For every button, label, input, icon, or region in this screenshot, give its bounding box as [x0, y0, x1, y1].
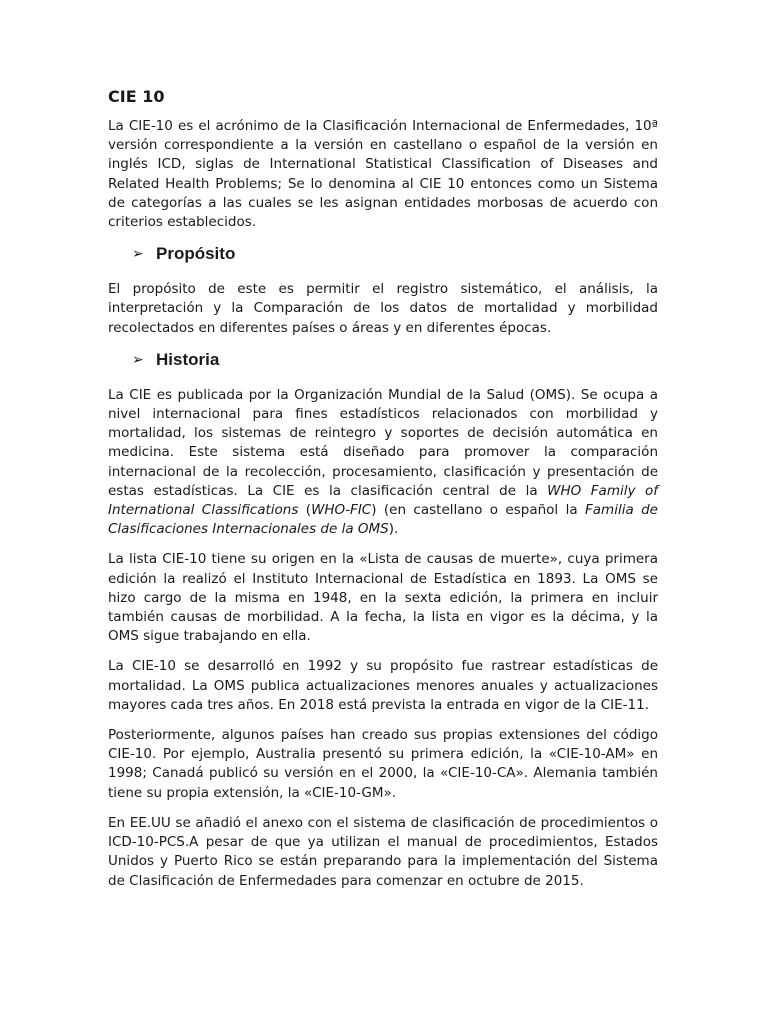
section-heading-label: Historia	[156, 349, 220, 369]
italic-text-run: WHO Family of International Classifications	[108, 482, 659, 519]
text-run: (	[298, 502, 312, 519]
historia-paragraph-4: Posteriormente, algunos países han creado sus propias extensiones del código CIE-10. Por ejemplo, Australia presentó su primera edición, la «CIE-10-AM» en 1998; Canadá publicó su versión en el 2000, la «CIE-10-CA». Alemania también tiene su propia extensión, la «CIE-10-GM».	[108, 727, 658, 801]
arrow-bullet-icon: ➢	[132, 246, 144, 263]
arrow-bullet-icon: ➢	[132, 351, 144, 368]
section-heading-label: Propósito	[156, 244, 236, 264]
proposito-paragraph: El propósito de este es permitir el registro sistemático, el análisis, la interpretación y la Comparación de los datos de mortalidad y morbilidad recolectados en diferentes países o áreas y en diferentes épocas.	[108, 281, 658, 336]
historia-paragraph-1	[108, 386, 658, 540]
intro-paragraph: La CIE-10 es el acrónimo de la Clasificación Internacional de Enfermedades, 10ª versión correspondiente a la versión en castellano o español de la versión en inglés ICD, siglas de International Statistical Classification of Diseases and Related Health Problems; Se lo denomina al CIE 10 entonces como un Sistema de categorías a las cuales se les asignan entidades morbosas de acuerdo con criterios establecidos.	[108, 118, 658, 231]
text-run: La CIE es publicada por la Organización Mundial de la Salud (OMS). Se ocupa a nivel internacional para fines estadísticos relacionados con morbilidad y mortalidad, los sistemas de reintegro y soportes de decisión automática en medicina. Este sistema está diseñado para promover la comparación internacional de la recolección, procesamiento, clasificación y presentación de estas estadísticas. La CIE es la clasificación central de la	[108, 386, 658, 499]
historia-paragraph-5: En EE.UU se añadió el anexo con el sistema de clasificación de procedimientos o ICD-10-PCS.A pesar de que ya utilizan el manual de procedimientos, Estados Unidos y Puerto Rico se están preparando para la implementación del Sistema de Clasificación de Enfermedades para comenzar en octubre de 2015.	[108, 814, 658, 889]
italic-text-run: WHO-FIC	[311, 502, 372, 519]
text-run: ) (en castellano o español la	[371, 502, 585, 519]
text-run: ).	[388, 521, 399, 538]
historia-paragraph-2: La lista CIE-10 tiene su origen en la «Lista de causas de muerte», cuya primera edición la realizó el Instituto Internacional de Estadística en 1893. La OMS se hizo cargo de la misma en 1948, en la sexta edición, la primera en incluir también causas de morbilidad. A la fecha, la lista en vigor es la décima, y la OMS sigue trabajando en ella.	[108, 551, 658, 645]
document-title: CIE 10	[108, 87, 165, 106]
section-heading-proposito	[108, 243, 658, 265]
document-page	[108, 86, 658, 902]
historia-paragraph-3: La CIE-10 se desarrolló en 1992 y su propósito fue rastrear estadísticas de mortalidad. La OMS publica actualizaciones menores anuales y actualizaciones mayores cada tres años. En 2018 está prevista la entrada en vigor de la CIE-11.	[108, 658, 658, 713]
italic-text-run: Familia de Clasificaciones Internacionales de la OMS	[108, 502, 658, 538]
section-heading-historia	[108, 349, 658, 371]
